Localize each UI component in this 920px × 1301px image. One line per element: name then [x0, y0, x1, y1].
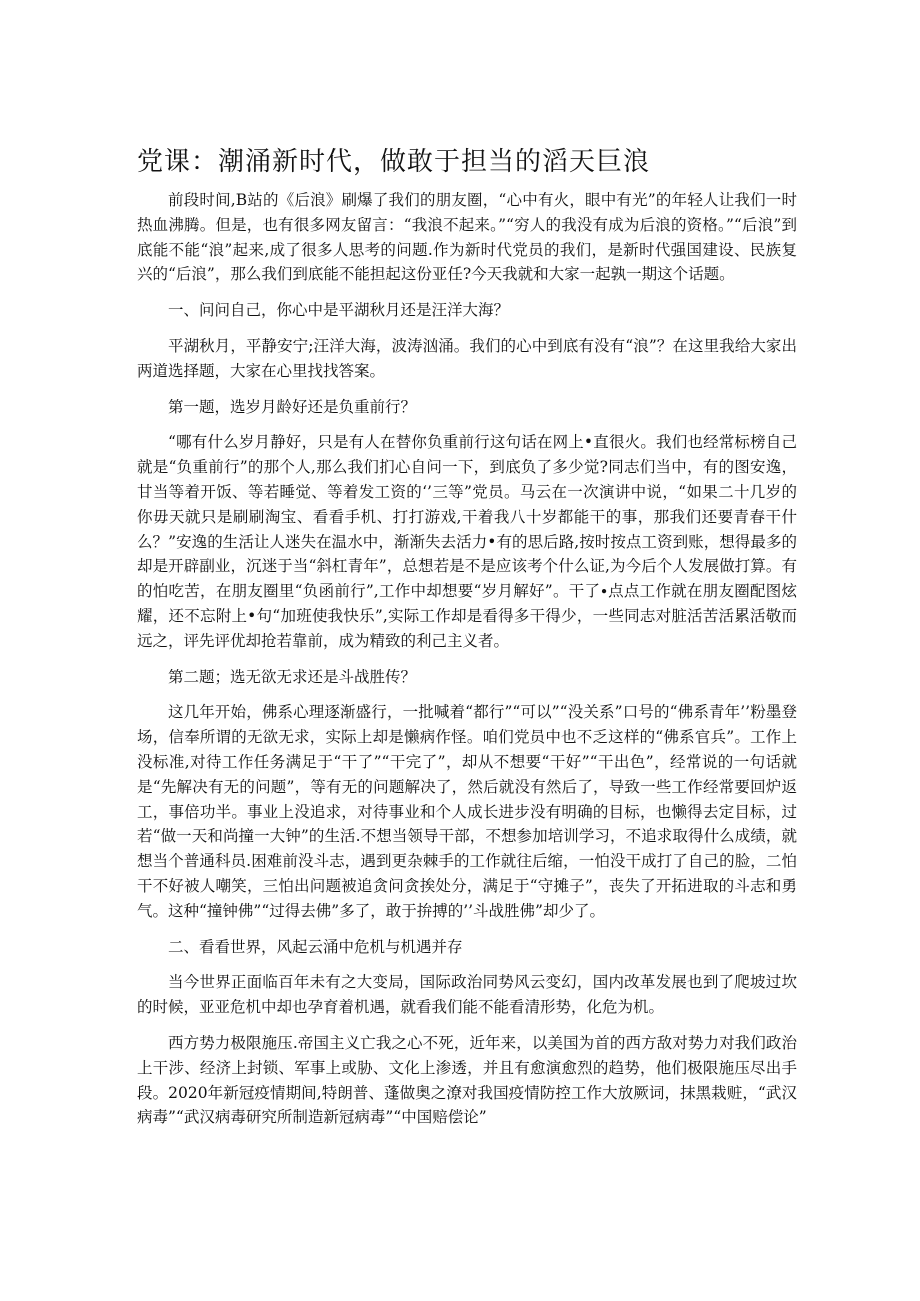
body-paragraph: 当今世界正面临百年未有之大变局，国际政治同势风云变幻，国内改革发展也到了爬坡过坎的时候，亚亚危机中却也孕育着机遇，就看我们能不能看清形势，化危为机。 — [137, 973, 797, 1017]
body-paragraph: “哪有什么岁月静好，只是有人在替你负重前行这句话在网上•直很火。我们也经常标榜自己就是“负重前行”的那个人,那么我们扪心自问一下，到底负了多少觉?同志们当中，有的图安逸，甘当等着开饭、等若睡觉、等着发工资的‘’三等”党员。马云在一次演讲中说，“如果二十几岁的你毋天就只是刷刷淘宝、看看手机、打打游戏,干着我八十岁都能干的事，那我们还要青春干什么？”安逸的生活让人迷失在温水中，渐渐失去活力•有的思后路,按时按点工资到账，想得最多的却是开辟副业，沉迷于当“斜杠青年”，总想若是不是应该考个什么证,为今后个人发展做打算。有的怕吃苦，在朋友圈里“负函前行”,工作中却想要“岁月解好”。干了∙点点工作就在朋友圈配图炫耀，还不忘附上•句“加班使我快乐”,实际工作却是看得多干得少，一些同志对脏活苦活累活敬而远之，评先评优却抢若靠前，成为精致的利己主义者。 — [137, 433, 797, 650]
document-body — [137, 188, 797, 1141]
section-heading-one: 一、问问自己，你心中是平湖秋月还是汪洋大海？ — [168, 301, 510, 320]
intro-paragraph: 前段时间,B站的《后浪》刷爆了我们的朋友圈，“心中有火，眼中有光”的年轻人让我们一时热血沸腾。但是，也有很多网友留言：“我浪不起来。”“穷人的我没有成为后浪的资格。”“后浪”到底能不能“浪”起来,成了很多人思考的问题.作为新时代党员的我们，是新时代强国建设、民族复兴的“后浪”，那么我们到底能不能担起这份亚任?今天我就和大家一起孰一期这个话题。 — [137, 191, 797, 284]
document-title: 党课：潮涌新时代，做敢于担当的滔天巨浪 — [137, 147, 651, 177]
question-one-heading: 第一题，选岁月龄好还是负重前行？ — [168, 397, 417, 416]
body-paragraph: 平湖秋月，平静安宁;汪洋大海，波涛汹涌。我们的心中到底有没有“浪”？在这里我给大家出两道选择题，大家在心里找找答案。 — [137, 336, 797, 380]
body-paragraph: 西方势力极限施压.帝国主义亡我之心不死，近年来，以美国为首的西方敌对势力对我们政治上干涉、经济上封锁、军事上或胁、文化上渗透，并且有愈演愈烈的趋势，他们极限施压尽出手段。2020年新冠疫情期间,特朗普、蓬做奥之潦对我国疫情防控工作大放厥词，抹黑栽赃，“武汉病毒”“武汉病毒研究所制造新冠病毒”“中国赔偿论” — [137, 1033, 797, 1127]
body-paragraph: 这几年开始，佛系心理逐渐盛行，一批喊着“都行”“可以”“没关系”口号的“佛系青年’’粉墨登场，信奉所谓的无欲无求，实际上却是懒病作怪。咱们党员中也不乏这样的“佛系官兵”。工作上没标准,对待工作任务满足于“干了”“干完了”，却从不想要“干好”“干出色”，经常说的一句话就是“先解决有无的问题”，等有无的问题解决了，然后就没有然后了，导致一些工作经常要回炉返工，事倍功半。事业上没追求，对待事业和个人成长进步没有明确的目标，也懒得去定目标，过若“做一天和尚撞一大钟”的生活.不想当领导干部，不想参加培训学习，不追求取得什么成绩，就想当个普通科员.困难前没斗志，遇到更杂棘手的工作就往后缩，一怕没干成打了自己的脸，二怕干不好被人嘲笑，三怕出问题被追贪问贪挨处分，满足于“守摊子”，丧失了开拓进取的斗志和勇气。这种“撞钟佛”“过得去佛”多了，敢于拚搏的’’斗战胜佛”却少了。 — [137, 703, 797, 920]
question-two-heading: 第二题；选无欲无求还是斗战胜传？ — [168, 667, 417, 686]
section-heading-two: 二、看看世界，风起云涌中危机与机遇并存 — [168, 937, 463, 956]
